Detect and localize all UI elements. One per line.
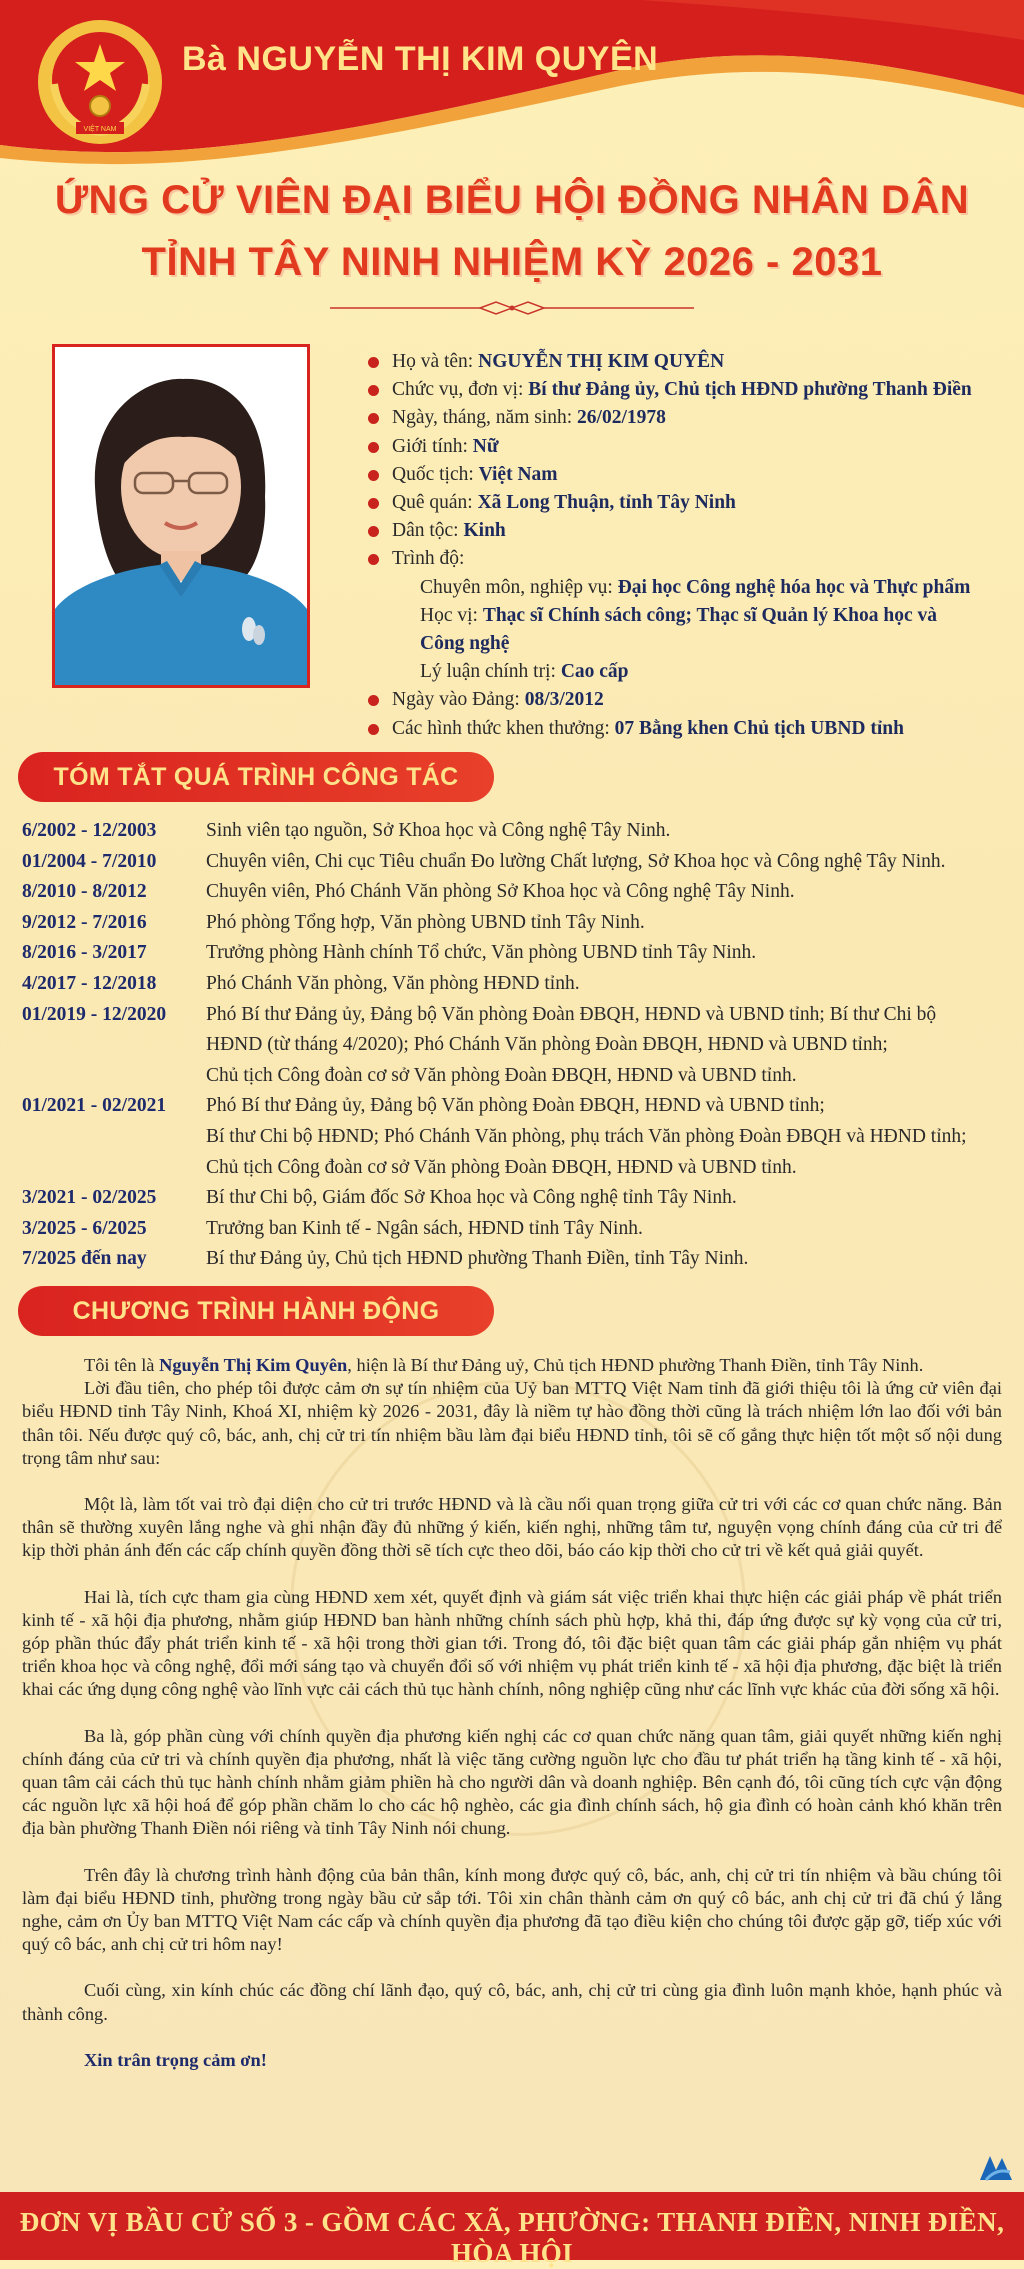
career-period: 4/2017 - 12/2018 — [22, 972, 157, 994]
action-paragraph-4: Ba là, góp phần cùng với chính quyền địa phương kiến nghị các cơ quan chức năng quan tâm, giải quyết những kiến nghị chính đáng của cử tri và chính quyền địa phương, nhất là việc tăng cường nguồn lực cho đầu tư phát triển hạ tầng kinh tế - xã hội, quan tâm cải cách thủ tục hành chính nhằm giảm phiền hà cho người dân và doanh nghiệp. Bên cạnh đó, tôi cũng tích cực vận động các nguồn lực xã hội hoá để góp phần chăm lo cho các hộ nghèo, các gia đình chính sách, hộ gia đình có hoàn cảnh khó khăn trên địa bàn phường Thanh Điền nói riêng và tỉnh Tây Ninh nói chung. — [22, 1725, 1002, 1839]
candidate-portrait — [52, 344, 310, 688]
career-section-heading: TÓM TẮT QUÁ TRÌNH CÔNG TÁC — [18, 752, 494, 802]
career-period: 3/2025 - 6/2025 — [22, 1217, 147, 1239]
career-description: Chủ tịch Công đoàn cơ sở Văn phòng Đoàn ĐBQH, HĐND và UBND tỉnh. — [206, 1064, 797, 1086]
profile-gender: Giới tính: Nữ — [368, 433, 1008, 461]
career-row — [22, 1214, 1012, 1245]
career-period — [22, 1153, 206, 1184]
career-description: Trưởng phòng Hành chính Tổ chức, Văn phòng UBND tỉnh Tây Ninh. — [206, 942, 757, 964]
career-row — [22, 1244, 1012, 1275]
career-description: Phó phòng Tổng hợp, Văn phòng UBND tỉnh Tây Ninh. — [206, 911, 645, 933]
profile-hometown: Quê quán: Xã Long Thuận, tỉnh Tây Ninh — [368, 489, 1008, 517]
profile-ethnicity: Dân tộc: Kinh — [368, 517, 1008, 545]
footer-electoral-unit: ĐƠN VỊ BẦU CỬ SỐ 3 - GỒM CÁC XÃ, PHƯỜNG: THANH ĐIỀN, NINH ĐIỀN, HÒA HỘI — [19, 2207, 1005, 2268]
career-period: 8/2010 - 8/2012 — [22, 881, 147, 903]
profile-position: Chức vụ, đơn vị: Bí thư Đảng ủy, Chủ tịch HĐND phường Thanh Điền — [368, 376, 1008, 404]
profile-education: Trình độ: — [368, 545, 1008, 573]
profile-nationality: Quốc tịch: Việt Nam — [368, 461, 1008, 489]
career-row — [22, 938, 1012, 969]
career-row — [22, 877, 1012, 908]
publisher-logo-icon — [976, 2150, 1016, 2184]
career-row — [22, 1000, 1012, 1031]
career-row — [22, 969, 1012, 1000]
action-paragraph-5: Trên đây là chương trình hành động của bản thân, kính mong được quý cô, bác, anh, chị cử tri tín nhiệm và bầu chúng tôi làm đại biểu HĐND tỉnh, phường trong ngày bầu cử sắp tới. Tôi xin chân thành cảm ơn quý cô bác, anh chị cử tri đã chú ý lắng nghe, cảm ơn Ủy ban MTTQ Việt Nam các cấp và chính quyền địa phương đã tạo điều kiện cho chúng tôi được gặp gỡ, tiếp xúc với quý cô bác, anh chị cử tri hôm nay! — [22, 1864, 1002, 1955]
profile-politics: Lý luận chính trị: Cao cấp — [420, 661, 629, 683]
career-description: Bí thư Đảng ủy, Chủ tịch HĐND phường Thanh Điền, tỉnh Tây Ninh. — [206, 1248, 749, 1270]
action-paragraph-6: Cuối cùng, xin kính chúc các đồng chí lãnh đạo, quý cô, bác, anh, chị cử tri cùng gia đình luôn mạnh khỏe, hạnh phúc và thành công. — [22, 1980, 1002, 2024]
action-program-text — [22, 1354, 1002, 2072]
profile-party-date: Ngày vào Đảng: 08/3/2012 — [368, 686, 1008, 714]
page-title-line-1: ỨNG CỬ VIÊN ĐẠI BIỂU HỘI ĐỒNG NHÂN DÂN — [54, 178, 970, 222]
career-period — [22, 1122, 206, 1153]
career-description: HĐND (từ tháng 4/2020); Phó Chánh Văn phòng Đoàn ĐBQH, HĐND và UBND tỉnh; — [206, 1034, 888, 1056]
profile-info — [368, 348, 1008, 743]
career-period — [22, 1061, 206, 1092]
national-emblem-icon — [36, 18, 164, 146]
career-period — [22, 1030, 206, 1061]
career-description: Trưởng ban Kinh tế - Ngân sách, HĐND tỉnh Tây Ninh. — [206, 1217, 643, 1239]
emblem-text: VIỆT NAM — [83, 126, 117, 133]
career-description: Sinh viên tạo nguồn, Sở Khoa học và Công nghệ Tây Ninh. — [206, 820, 671, 841]
career-row — [22, 847, 1012, 878]
career-period: 3/2021 - 02/2025 — [22, 1187, 157, 1209]
profile-fullname: Họ và tên: NGUYỄN THỊ KIM QUYÊN — [368, 348, 1008, 376]
career-period: 6/2002 - 12/2003 — [22, 820, 157, 841]
career-row — [22, 1091, 1012, 1122]
profile-specialty: Chuyên môn, nghiệp vụ: Đại học Công nghệ hóa học và Thực phẩm — [420, 576, 971, 598]
action-closing: Xin trân trọng cảm ơn! — [84, 2049, 267, 2070]
career-period: 9/2012 - 7/2016 — [22, 911, 147, 933]
career-row — [22, 816, 1012, 847]
career-row — [22, 1122, 1012, 1153]
career-description: Chủ tịch Công đoàn cơ sở Văn phòng Đoàn ĐBQH, HĐND và UBND tỉnh. — [206, 1156, 797, 1178]
career-description: Phó Bí thư Đảng ủy, Đảng bộ Văn phòng Đoàn ĐBQH, HĐND và UBND tỉnh; — [206, 1095, 825, 1117]
career-list — [22, 816, 1012, 1275]
profile-degree: Học vị: Thạc sĩ Chính sách công; Thạc sĩ Quản lý Khoa học và Công nghệ — [420, 604, 938, 655]
action-section-heading: CHƯƠNG TRÌNH HÀNH ĐỘNG — [18, 1286, 494, 1336]
action-paragraph-1: Lời đầu tiên, cho phép tôi được cảm ơn sự tín nhiệm của Uỷ ban MTTQ Việt Nam tỉnh đã giới thiệu tôi là ứng cử viên đại biểu HĐND tỉnh Tây Ninh, Khoá XI, nhiệm kỳ 2026 - 2031, đây là niềm tự hào đồng thời cũng là trách nhiệm lớn lao đối với bản thân tôi. Nếu được quý cô, bác, anh, chị cử tri tín nhiệm bầu làm đại biểu HĐND tỉnh, tôi sẽ cố gắng thực hiện tốt một số nội dung trọng tâm như sau: — [22, 1378, 1002, 1468]
career-description: Chuyên viên, Phó Chánh Văn phòng Sở Khoa học và Công nghệ Tây Ninh. — [206, 881, 795, 903]
career-period: 01/2019 - 12/2020 — [22, 1003, 167, 1025]
action-paragraph-3: Hai là, tích cực tham gia cùng HĐND xem xét, quyết định và giám sát việc triển khai thực hiện các giải pháp về phát triển kinh tế - xã hội địa phương, nhằm giúp HĐND ban hành những chính sách phù hợp, khả thi, đáp ứng được sự kỳ vọng của cử tri, góp phần thúc đẩy phát triển kinh tế - xã hội trong thời gian tới. Trong đó, tôi đặc biệt quan tâm các giải pháp gắn nhiệm vụ phát triển khoa học và công nghệ, đổi mới sáng tạo và chuyển đổi số với nhiệm vụ phát triển kinh tế - xã hội địa phương, đặc biệt là triển khai các ứng dụng công nghệ vào lĩnh vực cải cách thủ tục hành chính, nông nghiệp cũng như các lĩnh vực khác của đời sống xã hội. — [22, 1586, 1002, 1700]
profile-awards: Các hình thức khen thưởng: 07 Bằng khen Chủ tịch UBND tỉnh — [368, 715, 1008, 743]
candidate-name-header: Bà NGUYỄN THỊ KIM QUYÊN — [182, 40, 659, 78]
career-row — [22, 1030, 1012, 1061]
career-row — [22, 1183, 1012, 1214]
career-period: 01/2004 - 7/2010 — [22, 850, 157, 872]
career-row — [22, 1061, 1012, 1092]
career-period: 01/2021 - 02/2021 — [22, 1095, 167, 1117]
career-period: 7/2025 đến nay — [22, 1248, 147, 1270]
career-row — [22, 908, 1012, 939]
page-title-line-2: TỈNH TÂY NINH NHIỆM KỲ 2026 - 2031 — [141, 240, 883, 284]
action-intro: Tôi tên là Nguyễn Thị Kim Quyên, hiện là Bí thư Đảng uỷ, Chủ tịch HĐND phường Thanh Điền, tỉnh Tây Ninh. — [84, 1355, 924, 1375]
career-description: Bí thư Chi bộ HĐND; Phó Chánh Văn phòng, phụ trách Văn phòng Đoàn ĐBQH và HĐND tỉnh; — [206, 1125, 967, 1147]
career-description: Phó Bí thư Đảng ủy, Đảng bộ Văn phòng Đoàn ĐBQH, HĐND và UBND tỉnh; Bí thư Chi bộ — [206, 1003, 937, 1025]
action-paragraph-2: Một là, làm tốt vai trò đại diện cho cử tri trước HĐND và là cầu nối quan trọng giữa cử tri với các cơ quan chức năng. Bản thân sẽ thường xuyên lắng nghe và ghi nhận đầy đủ những ý kiến, kiến nghị, những tâm tư, nguyện vọng chính đáng của cử tri để kịp thời phản ánh đến các cấp chính quyền đồng thời sẽ tích cực theo dõi, báo cáo kịp thời cho cử tri về kết quả giải quyết. — [22, 1494, 1002, 1561]
career-description: Chuyên viên, Chi cục Tiêu chuẩn Đo lường Chất lượng, Sở Khoa học và Công nghệ Tây Ninh. — [206, 850, 946, 872]
career-period: 8/2016 - 3/2017 — [22, 942, 147, 964]
career-row — [22, 1153, 1012, 1184]
career-description: Phó Chánh Văn phòng, Văn phòng HĐND tỉnh. — [206, 972, 580, 994]
profile-dob: Ngày, tháng, năm sinh: 26/02/1978 — [368, 404, 1008, 432]
title-ornament-divider — [320, 300, 704, 316]
career-description: Bí thư Chi bộ, Giám đốc Sở Khoa học và Công nghệ tỉnh Tây Ninh. — [206, 1187, 737, 1209]
